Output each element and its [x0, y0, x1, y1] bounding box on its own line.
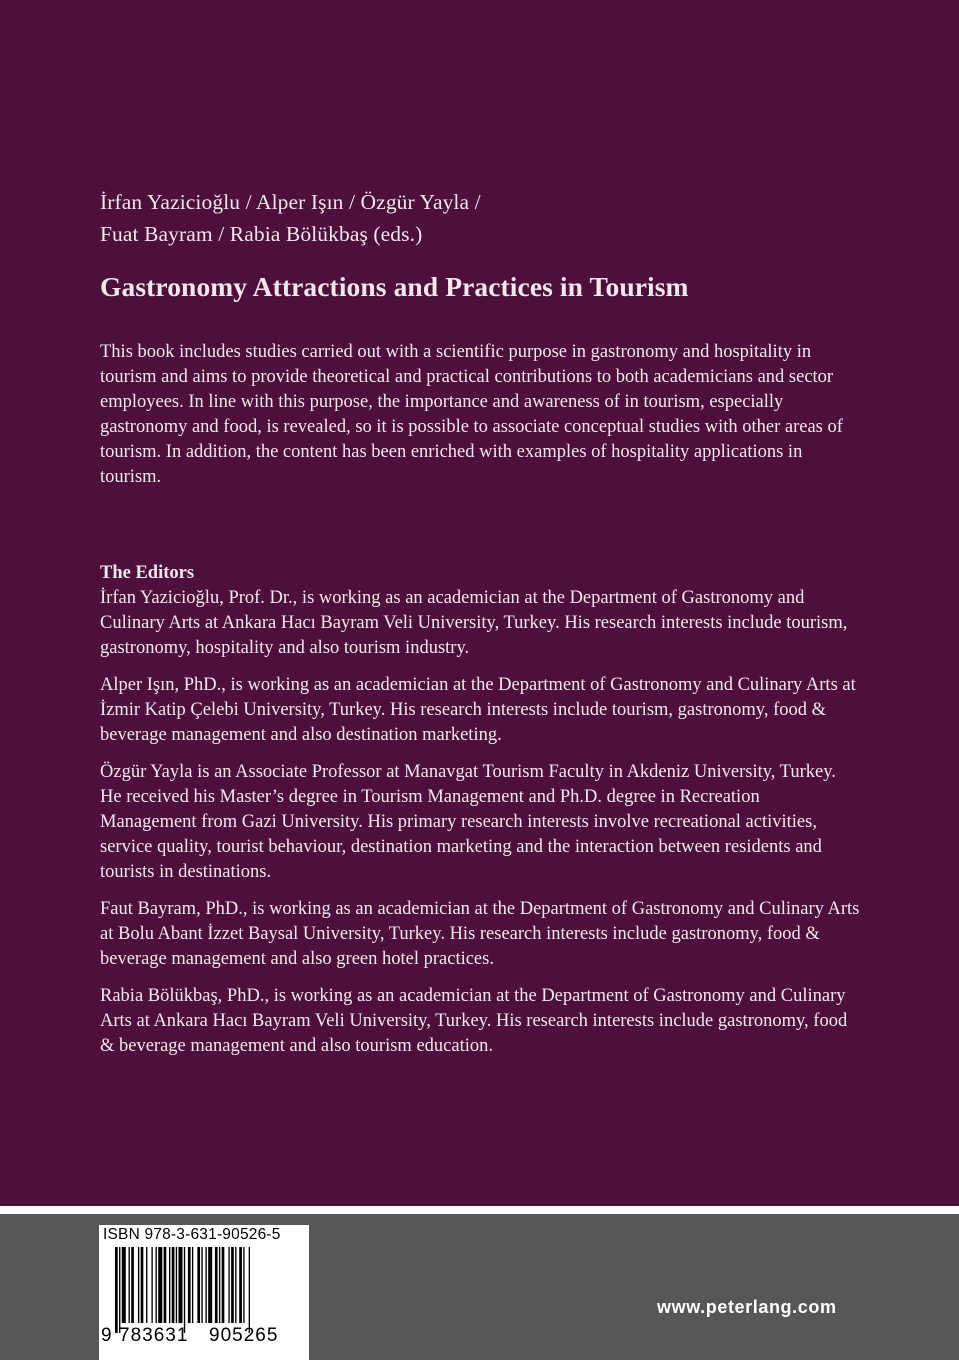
barcode-bar — [188, 1247, 191, 1323]
barcode-bar — [158, 1247, 162, 1323]
barcode-bar — [172, 1247, 175, 1323]
cover-content — [100, 186, 860, 1071]
barcode-bar — [151, 1247, 152, 1323]
publisher-website[interactable]: www.peterlang.com — [657, 1297, 837, 1317]
editors-line — [100, 186, 860, 250]
ean-group-left: 783631 — [119, 1325, 189, 1346]
barcode-bar — [205, 1247, 206, 1323]
footer-band — [0, 1214, 959, 1360]
barcode-bar — [249, 1247, 250, 1333]
footer-divider — [0, 1206, 959, 1214]
barcode-bar — [222, 1247, 225, 1323]
barcode-bar — [239, 1247, 242, 1323]
barcode-bar — [231, 1247, 234, 1323]
barcode-bar — [169, 1247, 170, 1323]
editor-bio-bolukbas: Rabia Bölükbaş, PhD., is working as an academician at the Department of Gastronomy and Culinary Arts at Ankara Hacı Bayram Veli University, Turkey. His research interests include gastronomy, food & beverage management and also tourism education. — [100, 986, 848, 1056]
editor-bio-yazicioglu: İrfan Yazicioğlu, Prof. Dr., is working as an academician at the Department of Gastronomy and Culinary Arts at Ankara Hacı Bayram Veli University, Turkey. His research interests include tourism, gastronomy, hospitality and also tourism industry. — [100, 588, 848, 658]
barcode-bar — [156, 1247, 157, 1323]
barcode-bar — [141, 1247, 144, 1323]
ean-group-right: 905265 — [209, 1325, 279, 1346]
barcode-icon — [113, 1247, 303, 1333]
barcode-bar — [146, 1247, 147, 1323]
barcode-bar — [243, 1247, 244, 1323]
editor-bio-isin: Alper Işın, PhD., is working as an academician at the Department of Gastronomy and Culinary Arts at İzmir Katip Çelebi University, Turkey. His research interests include tourism, gastronomy, food & beverage management and also destination marketing. — [100, 675, 856, 745]
barcode-bar — [131, 1247, 134, 1323]
barcode-bar — [122, 1247, 126, 1323]
barcode-bar — [215, 1247, 218, 1323]
editor-bio-yayla: Özgür Yayla is an Associate Professor at Manavgat Tourism Faculty in Akdeniz University, Turkey. He received his Master’s degree in Tourism Management and Ph.D. degree in Recreation Management from Gazi University. His primary research interests involve recreational activities, service quality, tourist behaviour, destination marketing and the interaction between residents and tourists in destinations. — [100, 762, 836, 882]
barcode-bar — [138, 1247, 139, 1323]
barcode-bar — [219, 1247, 220, 1323]
barcode-bar — [228, 1247, 229, 1323]
isbn-label: ISBN 978-3-631-90526-5 — [103, 1226, 281, 1243]
barcode-bar — [192, 1247, 193, 1323]
isbn-barcode-box — [99, 1225, 309, 1360]
authors-line-2: Fuat Bayram / Rabia Bölükbaş (eds.) — [100, 222, 423, 246]
barcode-bar — [197, 1247, 200, 1323]
barcode-bar — [176, 1247, 177, 1323]
barcode-bar — [119, 1247, 120, 1333]
barcode-bar — [129, 1247, 130, 1323]
barcode-bar — [184, 1247, 185, 1333]
barcode-bar — [115, 1247, 118, 1333]
editor-bio-bayram: Faut Bayram, PhD., is working as an academician at the Department of Gastronomy and Culinary Arts at Bolu Abant İzzet Baysal University, Turkey. His research interests include gastronomy, food & beverage management and also green hotel practices. — [100, 899, 860, 969]
ean-first-digit: 9 — [101, 1325, 113, 1346]
book-description: This book includes studies carried out with a scientific purpose in gastronomy and hospitality in tourism and aims to provide theoretical and practical contributions to both academicians and sector employees. In line with this purpose, the importance and awareness of in tourism, especially gastronomy and food, is revealed, so it is possible to associate conceptual studies with other areas of tourism. In addition, the content has been enriched with examples of hospitality applications in tourism. — [100, 342, 843, 487]
barcode-bar — [201, 1247, 202, 1323]
barcode-bar — [164, 1247, 167, 1323]
barcode-bar — [235, 1247, 236, 1323]
barcode-bar — [178, 1247, 182, 1323]
book-title: Gastronomy Attractions and Practices in Tourism — [100, 271, 689, 302]
editors-heading: The Editors — [100, 563, 195, 583]
editors-section — [100, 561, 860, 1059]
barcode-bar — [208, 1247, 212, 1323]
authors-line-1: İrfan Yazicioğlu / Alper Işın / Özgür Yayla / — [100, 190, 481, 214]
